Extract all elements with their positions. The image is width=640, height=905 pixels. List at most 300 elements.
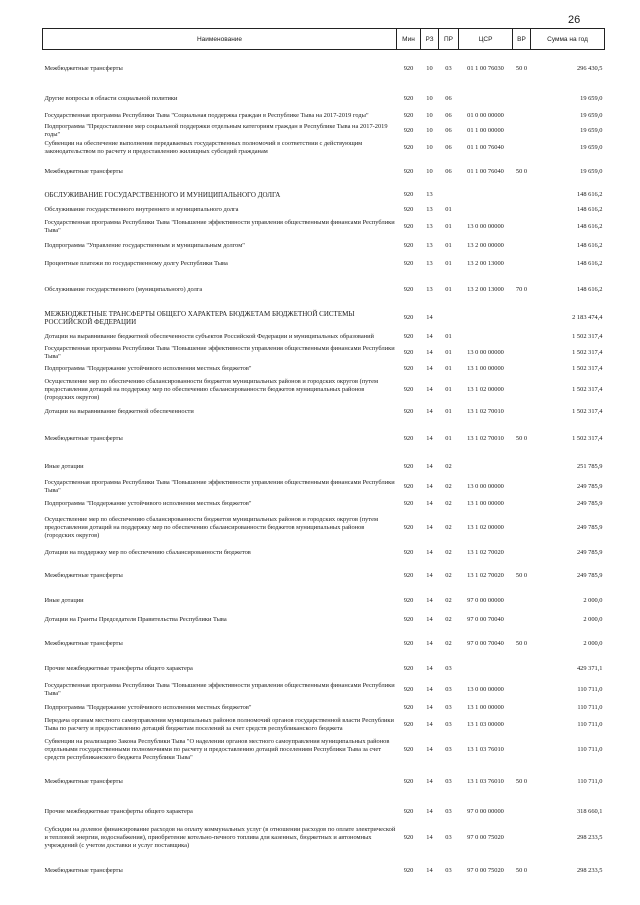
cell-vr: 50 0 [515, 168, 528, 175]
cell-name: Подпрограмма "Поддержание устойчивого исполнения местных бюджетов" [44, 499, 252, 507]
cell-vr [513, 591, 531, 611]
cell-vr: 50 0 [515, 572, 528, 579]
cell-pr: 01 [445, 241, 452, 249]
cell-name: Субвенции на реализацию Закона Республики Тыва "О наделении органов местного самоуправления муниципальных районов отдельными государственными полномочиями по расчету и предоставлению дотаций поселениям Республики Тыва за счет средств республиканского бюджета Республики Тыва" [44, 737, 390, 761]
cell-sum: 19 659,0 [580, 167, 603, 175]
cell-pr: 01 [445, 364, 452, 372]
cell-rz: 14 [426, 615, 433, 623]
cell-pr: 03 [445, 703, 452, 711]
cell-sum: 148 616,2 [576, 285, 603, 293]
cell-rz: 14 [426, 571, 433, 579]
cell-name: Межбюджетные трансферты [44, 639, 123, 647]
cell-rz: 14 [426, 664, 433, 672]
table-row [43, 851, 605, 891]
cell-vr [513, 377, 531, 403]
cell-rz: 14 [426, 866, 433, 874]
cell-vr [513, 511, 531, 545]
cell-sum: 296 430,5 [576, 64, 603, 72]
cell-csr: 13 1 03 76010 [467, 777, 504, 785]
cell-sum: 19 659,0 [580, 112, 603, 119]
cell-name: Осуществление мер по обеспечению сбалансированности бюджетов муниципальных районов и городских округов (путем предоставления дотаций на поддержку мер по обеспечению сбалансированности бюджетов муниципальных районов (городских округов) [44, 377, 378, 401]
cell-sum: 1 502 317,4 [572, 348, 603, 356]
cell-sum: 110 711,0 [577, 685, 603, 693]
table-row [43, 511, 605, 545]
cell-rz: 10 [426, 94, 433, 102]
cell-rz: 14 [426, 720, 433, 728]
table-row [43, 611, 605, 629]
cell-vr [513, 403, 531, 421]
table-row [43, 561, 605, 591]
cell-name: Межбюджетные трансферты [44, 571, 123, 579]
cell-min: 920 [403, 259, 414, 267]
table-row [43, 88, 605, 110]
cell-vr: 50 0 [515, 65, 528, 73]
cell-csr: 13 1 00 00000 [467, 703, 504, 711]
page-number: 26 [568, 14, 581, 26]
cell-name: Государственная программа Республики Тыва "Повышение эффективности управления общественными финансами Республики Тыва" [44, 344, 395, 360]
cell-pr: 02 [445, 615, 452, 623]
cell-csr: 13 1 02 70010 [467, 434, 504, 442]
cell-csr: 13 1 00 00000 [467, 364, 504, 372]
section-row [43, 307, 605, 329]
cell-vr [513, 187, 531, 203]
cell-sum: 2 183 474,4 [572, 313, 603, 321]
cell-name: Межбюджетные трансферты [44, 167, 123, 175]
cell-min: 920 [403, 596, 414, 604]
cell-csr [459, 329, 513, 345]
table-row [43, 203, 605, 217]
table-row [43, 255, 605, 273]
cell-sum: 110 711,0 [577, 745, 603, 753]
cell-rz: 14 [426, 685, 433, 693]
table-body [43, 50, 605, 891]
cell-sum: 148 616,2 [576, 190, 603, 198]
cell-vr [513, 139, 531, 157]
cell-name: Процентные платежи по государственному долгу Республики Тыва [44, 259, 228, 267]
table-row [43, 50, 605, 88]
cell-pr: 06 [445, 112, 452, 119]
cell-vr [513, 611, 531, 629]
cell-csr: 13 0 00 00000 [467, 482, 504, 490]
cell-name: Передача органам местного самоуправления муниципальных районов полномочий органов государственной власти Республики Тыва по расчету и предоставлению дотаций бюджетам поселений за счет средств республиканского бюджета [44, 716, 394, 732]
cell-pr: 01 [445, 285, 452, 293]
table-row [43, 157, 605, 187]
cell-rz: 14 [426, 348, 433, 356]
cell-vr [513, 237, 531, 255]
cell-min: 920 [403, 685, 414, 693]
cell-pr: 03 [445, 777, 452, 785]
cell-rz: 14 [426, 332, 433, 340]
cell-vr: 70 0 [515, 286, 528, 293]
cell-pr: 06 [445, 167, 452, 175]
cell-pr: 02 [445, 596, 452, 604]
cell-vr: 50 0 [515, 640, 528, 647]
cell-name: МЕЖБЮДЖЕТНЫЕ ТРАНСФЕРТЫ ОБЩЕГО ХАРАКТЕРА БЮДЖЕТАМ БЮДЖЕТНОЙ СИСТЕМЫ РОССИЙСКОЙ ФЕДЕРАЦИИ [44, 309, 355, 326]
cell-name: Обслуживание государственного (муниципального) долга [44, 285, 203, 293]
table-row [43, 273, 605, 307]
cell-rz: 13 [426, 190, 433, 198]
header-min: Мин [397, 29, 421, 50]
cell-pr: 01 [445, 407, 452, 415]
cell-vr [513, 307, 531, 329]
cell-min: 920 [403, 222, 414, 230]
cell-csr: 01 1 00 00000 [467, 126, 504, 134]
cell-vr [513, 329, 531, 345]
cell-min: 920 [403, 143, 414, 151]
cell-rz: 14 [426, 434, 433, 442]
cell-rz: 13 [426, 222, 433, 230]
cell-sum: 249 785,9 [576, 548, 603, 556]
cell-pr [439, 307, 459, 329]
table-row [43, 237, 605, 255]
cell-csr: 13 2 00 13000 [467, 285, 504, 293]
cell-name: Государственная программа Республики Тыва "Повышение эффективности управления общественными финансами Республики Тыва" [44, 478, 395, 494]
cell-csr: 01 1 00 76040 [467, 167, 504, 175]
budget-table [42, 28, 605, 891]
cell-name: Субсидии на долевое финансирование расходов на оплату коммунальных услуг (в отношении расходов по оплате электрической и тепловой энергии, водоснабжения), приобретение котельно-печного топлива для казенных, бюджетных и автономных учреждений (с учетом доставки и услуг поставщика) [44, 825, 396, 849]
cell-vr [513, 217, 531, 237]
table-row [43, 799, 605, 825]
cell-min: 920 [403, 348, 414, 356]
cell-csr: 13 1 03 76010 [467, 745, 504, 753]
cell-name: Подпрограмма "Предоставление мер социальной поддержки отдельным категориям граждан в Республике Тыва на 2017-2019 годы" [44, 122, 388, 138]
cell-rz: 14 [426, 596, 433, 604]
cell-rz: 13 [426, 205, 433, 213]
cell-name: Подпрограмма "Поддержание устойчивого исполнения местных бюджетов" [44, 364, 252, 372]
cell-rz: 14 [426, 482, 433, 490]
cell-vr [513, 255, 531, 273]
cell-sum: 1 502 317,4 [572, 407, 603, 415]
cell-sum: 2 000,0 [583, 596, 603, 604]
cell-sum: 110 711,0 [577, 777, 603, 785]
cell-csr [459, 457, 513, 477]
cell-vr: 50 0 [515, 778, 528, 785]
cell-pr: 03 [445, 685, 452, 693]
table-header-row [43, 29, 605, 50]
cell-min: 920 [403, 639, 414, 647]
cell-csr: 97 0 00 70040 [467, 639, 504, 647]
cell-sum: 1 502 317,4 [572, 364, 603, 372]
cell-rz: 14 [426, 313, 433, 321]
cell-vr [513, 497, 531, 511]
table-row [43, 457, 605, 477]
cell-sum: 1 502 317,4 [572, 332, 603, 340]
table-row [43, 591, 605, 611]
cell-min: 920 [403, 548, 414, 556]
cell-name: Дотации на выравнивание бюджетной обеспеченности субъектов Российской Федерации и муниципальных образований [44, 332, 374, 340]
cell-name: Прочие межбюджетные трансферты общего характера [44, 664, 193, 672]
cell-rz: 14 [426, 777, 433, 785]
cell-sum: 249 785,9 [576, 523, 603, 531]
cell-rz: 10 [426, 64, 433, 72]
cell-sum: 19 659,0 [580, 126, 603, 134]
cell-vr: 50 0 [515, 435, 528, 442]
cell-vr [513, 457, 531, 477]
table-row [43, 345, 605, 361]
cell-min: 920 [403, 523, 414, 531]
cell-name: Дотации на поддержку мер по обеспечению сбалансированности бюджетов [44, 548, 251, 556]
cell-name: Прочие межбюджетные трансферты общего характера [44, 807, 193, 815]
cell-name: Подпрограмма "Поддержание устойчивого исполнения местных бюджетов" [44, 703, 252, 711]
cell-csr [459, 203, 513, 217]
cell-min: 920 [403, 777, 414, 785]
cell-rz: 10 [426, 143, 433, 151]
cell-sum: 249 785,9 [576, 571, 603, 579]
table-row [43, 629, 605, 659]
cell-name: Межбюджетные трансферты [44, 64, 123, 72]
cell-pr: 03 [445, 720, 452, 728]
cell-pr: 01 [445, 259, 452, 267]
cell-vr [513, 679, 531, 701]
cell-min: 920 [403, 167, 414, 175]
cell-sum: 2 000,0 [583, 639, 603, 647]
cell-min: 920 [403, 64, 414, 72]
cell-vr [513, 825, 531, 851]
table-row [43, 377, 605, 403]
cell-rz: 10 [426, 126, 433, 134]
cell-sum: 298 233,5 [576, 833, 603, 841]
cell-csr [459, 88, 513, 110]
cell-name: Межбюджетные трансферты [44, 866, 123, 874]
cell-csr [459, 307, 513, 329]
table-row [43, 403, 605, 421]
cell-min: 920 [403, 112, 414, 119]
cell-min: 920 [403, 720, 414, 728]
cell-name: Иные дотации [44, 462, 84, 470]
cell-csr: 13 2 00 13000 [467, 259, 504, 267]
cell-csr: 13 0 00 00000 [467, 222, 504, 230]
table-row [43, 659, 605, 679]
header-pr: ПР [439, 29, 459, 50]
table-row [43, 545, 605, 561]
cell-sum: 19 659,0 [580, 94, 603, 102]
cell-rz: 14 [426, 523, 433, 531]
cell-min: 920 [403, 332, 414, 340]
table-row [43, 497, 605, 511]
cell-csr: 01 1 00 76040 [467, 143, 504, 151]
cell-pr: 02 [445, 499, 452, 507]
cell-sum: 1 502 317,4 [572, 385, 603, 393]
cell-rz: 14 [426, 499, 433, 507]
section-row [43, 187, 605, 203]
table-row [43, 825, 605, 851]
cell-csr [459, 659, 513, 679]
cell-vr [513, 203, 531, 217]
cell-name: Государственная программа Республики Тыва "Повышение эффективности управления общественными финансами Республики Тыва" [44, 681, 395, 697]
cell-sum: 251 785,9 [576, 462, 603, 470]
header-rz: РЗ [421, 29, 439, 50]
cell-vr: 50 0 [515, 867, 528, 874]
cell-csr: 13 1 00 00000 [467, 499, 504, 507]
cell-rz: 13 [426, 285, 433, 293]
table-row [43, 735, 605, 765]
cell-sum: 19 659,0 [580, 143, 603, 151]
cell-name: ОБСЛУЖИВАНИЕ ГОСУДАРСТВЕННОГО И МУНИЦИПАЛЬНОГО ДОЛГА [44, 190, 281, 199]
cell-csr: 01 1 00 76030 [467, 64, 504, 72]
cell-sum: 429 371,1 [576, 664, 603, 672]
cell-sum: 110 711,0 [577, 703, 603, 711]
cell-min: 920 [403, 615, 414, 623]
cell-min: 920 [403, 385, 414, 393]
cell-csr: 13 1 02 70020 [467, 571, 504, 579]
cell-pr: 06 [445, 126, 452, 134]
cell-min: 920 [403, 94, 414, 102]
cell-sum: 2 000,0 [583, 615, 603, 623]
table-row [43, 421, 605, 457]
cell-pr: 02 [445, 462, 452, 470]
cell-rz: 10 [426, 167, 433, 175]
header-vr: ВР [513, 29, 531, 50]
cell-sum: 249 785,9 [576, 482, 603, 490]
cell-min: 920 [403, 434, 414, 442]
cell-name: Государственная программа Республики Тыва "Социальная поддержка граждан в Республике Тыва на 2017-2019 годы" [44, 112, 369, 119]
cell-rz: 13 [426, 259, 433, 267]
cell-name: Дотации на Гранты Председателя Правительства Республики Тыва [44, 615, 227, 623]
cell-name: Межбюджетные трансферты [44, 777, 123, 785]
cell-csr: 13 1 02 70020 [467, 548, 504, 556]
cell-min: 920 [403, 205, 414, 213]
cell-pr: 03 [445, 833, 452, 841]
cell-rz: 13 [426, 241, 433, 249]
cell-pr: 03 [445, 664, 452, 672]
cell-min: 920 [403, 866, 414, 874]
cell-vr [513, 659, 531, 679]
cell-rz: 14 [426, 833, 433, 841]
cell-min: 920 [403, 833, 414, 841]
cell-min: 920 [403, 664, 414, 672]
cell-min: 920 [403, 499, 414, 507]
cell-sum: 318 660,1 [576, 807, 603, 815]
cell-sum: 148 616,2 [576, 241, 603, 249]
cell-csr: 13 0 00 00000 [467, 348, 504, 356]
cell-min: 920 [403, 313, 414, 321]
cell-vr [513, 701, 531, 715]
table-row [43, 139, 605, 157]
table-row [43, 217, 605, 237]
cell-pr: 01 [445, 332, 452, 340]
cell-pr: 02 [445, 482, 452, 490]
cell-pr: 02 [445, 571, 452, 579]
header-name: Наименование [43, 29, 397, 50]
table-row [43, 477, 605, 497]
header-csr: ЦСР [459, 29, 513, 50]
table-row [43, 701, 605, 715]
cell-name: Государственная программа Республики Тыва "Повышение эффективности управления общественными финансами Республики Тыва" [44, 218, 395, 234]
cell-pr: 01 [445, 348, 452, 356]
cell-csr [459, 187, 513, 203]
cell-sum: 148 616,2 [576, 205, 603, 213]
cell-min: 920 [403, 407, 414, 415]
table-row [43, 361, 605, 377]
cell-csr: 97 0 00 70040 [467, 615, 504, 623]
cell-rz: 14 [426, 385, 433, 393]
cell-vr [513, 477, 531, 497]
cell-pr: 02 [445, 548, 452, 556]
cell-name: Обслуживание государственного внутреннего и муниципального долга [44, 205, 239, 213]
cell-rz: 14 [426, 407, 433, 415]
cell-min: 920 [403, 482, 414, 490]
cell-csr: 13 1 02 70010 [467, 407, 504, 415]
cell-vr [513, 735, 531, 765]
cell-name: Межбюджетные трансферты [44, 434, 123, 442]
cell-rz: 14 [426, 639, 433, 647]
cell-name: Дотации на выравнивание бюджетной обеспеченности [44, 407, 194, 415]
cell-min: 920 [403, 462, 414, 470]
cell-min: 920 [403, 285, 414, 293]
cell-csr: 97 0 00 75020 [467, 833, 504, 841]
cell-min: 920 [403, 190, 414, 198]
cell-csr: 97 0 00 00000 [467, 807, 504, 815]
table-row [43, 765, 605, 799]
cell-vr [513, 545, 531, 561]
cell-csr: 01 0 00 00000 [467, 112, 504, 119]
cell-name: Другие вопросы в области социальной политики [44, 94, 178, 102]
cell-pr: 03 [445, 745, 452, 753]
cell-vr [513, 361, 531, 377]
cell-pr: 06 [445, 143, 452, 151]
cell-sum: 298 233,5 [576, 866, 603, 874]
cell-pr: 01 [445, 385, 452, 393]
cell-rz: 14 [426, 703, 433, 711]
cell-vr [513, 88, 531, 110]
cell-pr: 02 [445, 523, 452, 531]
cell-rz: 14 [426, 462, 433, 470]
cell-pr: 03 [445, 866, 452, 874]
cell-sum: 249 785,9 [576, 499, 603, 507]
cell-vr [513, 715, 531, 735]
cell-csr: 13 2 00 00000 [467, 241, 504, 249]
cell-min: 920 [403, 703, 414, 711]
cell-csr: 97 0 00 00000 [467, 596, 504, 604]
cell-csr: 13 1 02 00000 [467, 523, 504, 531]
cell-min: 920 [403, 241, 414, 249]
cell-rz: 10 [426, 112, 433, 119]
cell-vr [513, 123, 531, 139]
cell-min: 920 [403, 745, 414, 753]
cell-pr [439, 187, 459, 203]
cell-vr [513, 345, 531, 361]
cell-min: 920 [403, 571, 414, 579]
cell-vr [513, 799, 531, 825]
cell-vr [513, 110, 531, 123]
cell-rz: 14 [426, 548, 433, 556]
cell-name: Субвенции на обеспечение выполнения передаваемых государственных полномочий в соответствии с действующим законодательством по расчету и предоставлению жилищных субсидий гражданам [44, 139, 363, 155]
cell-sum: 1 502 317,4 [572, 434, 603, 442]
cell-pr: 06 [445, 94, 452, 102]
cell-name: Подпрограмма "Управление государственным и муниципальным долгом" [44, 241, 245, 249]
cell-rz: 14 [426, 364, 433, 372]
cell-pr: 01 [445, 205, 452, 213]
header-sum: Сумма на год [531, 29, 605, 50]
cell-pr: 01 [445, 434, 452, 442]
cell-min: 920 [403, 807, 414, 815]
cell-csr: 13 1 02 00000 [467, 385, 504, 393]
cell-pr: 02 [445, 639, 452, 647]
cell-min: 920 [403, 126, 414, 134]
cell-name: Иные дотации [44, 596, 84, 604]
cell-csr: 97 0 00 75020 [467, 866, 504, 874]
cell-min: 920 [403, 364, 414, 372]
cell-sum: 148 616,2 [576, 259, 603, 267]
table-row [43, 679, 605, 701]
cell-csr: 13 1 03 00000 [467, 720, 504, 728]
cell-rz: 14 [426, 807, 433, 815]
cell-csr: 13 0 00 00000 [467, 685, 504, 693]
cell-sum: 110 711,0 [577, 720, 603, 728]
cell-rz: 14 [426, 745, 433, 753]
cell-pr: 03 [445, 807, 452, 815]
table-row [43, 715, 605, 735]
